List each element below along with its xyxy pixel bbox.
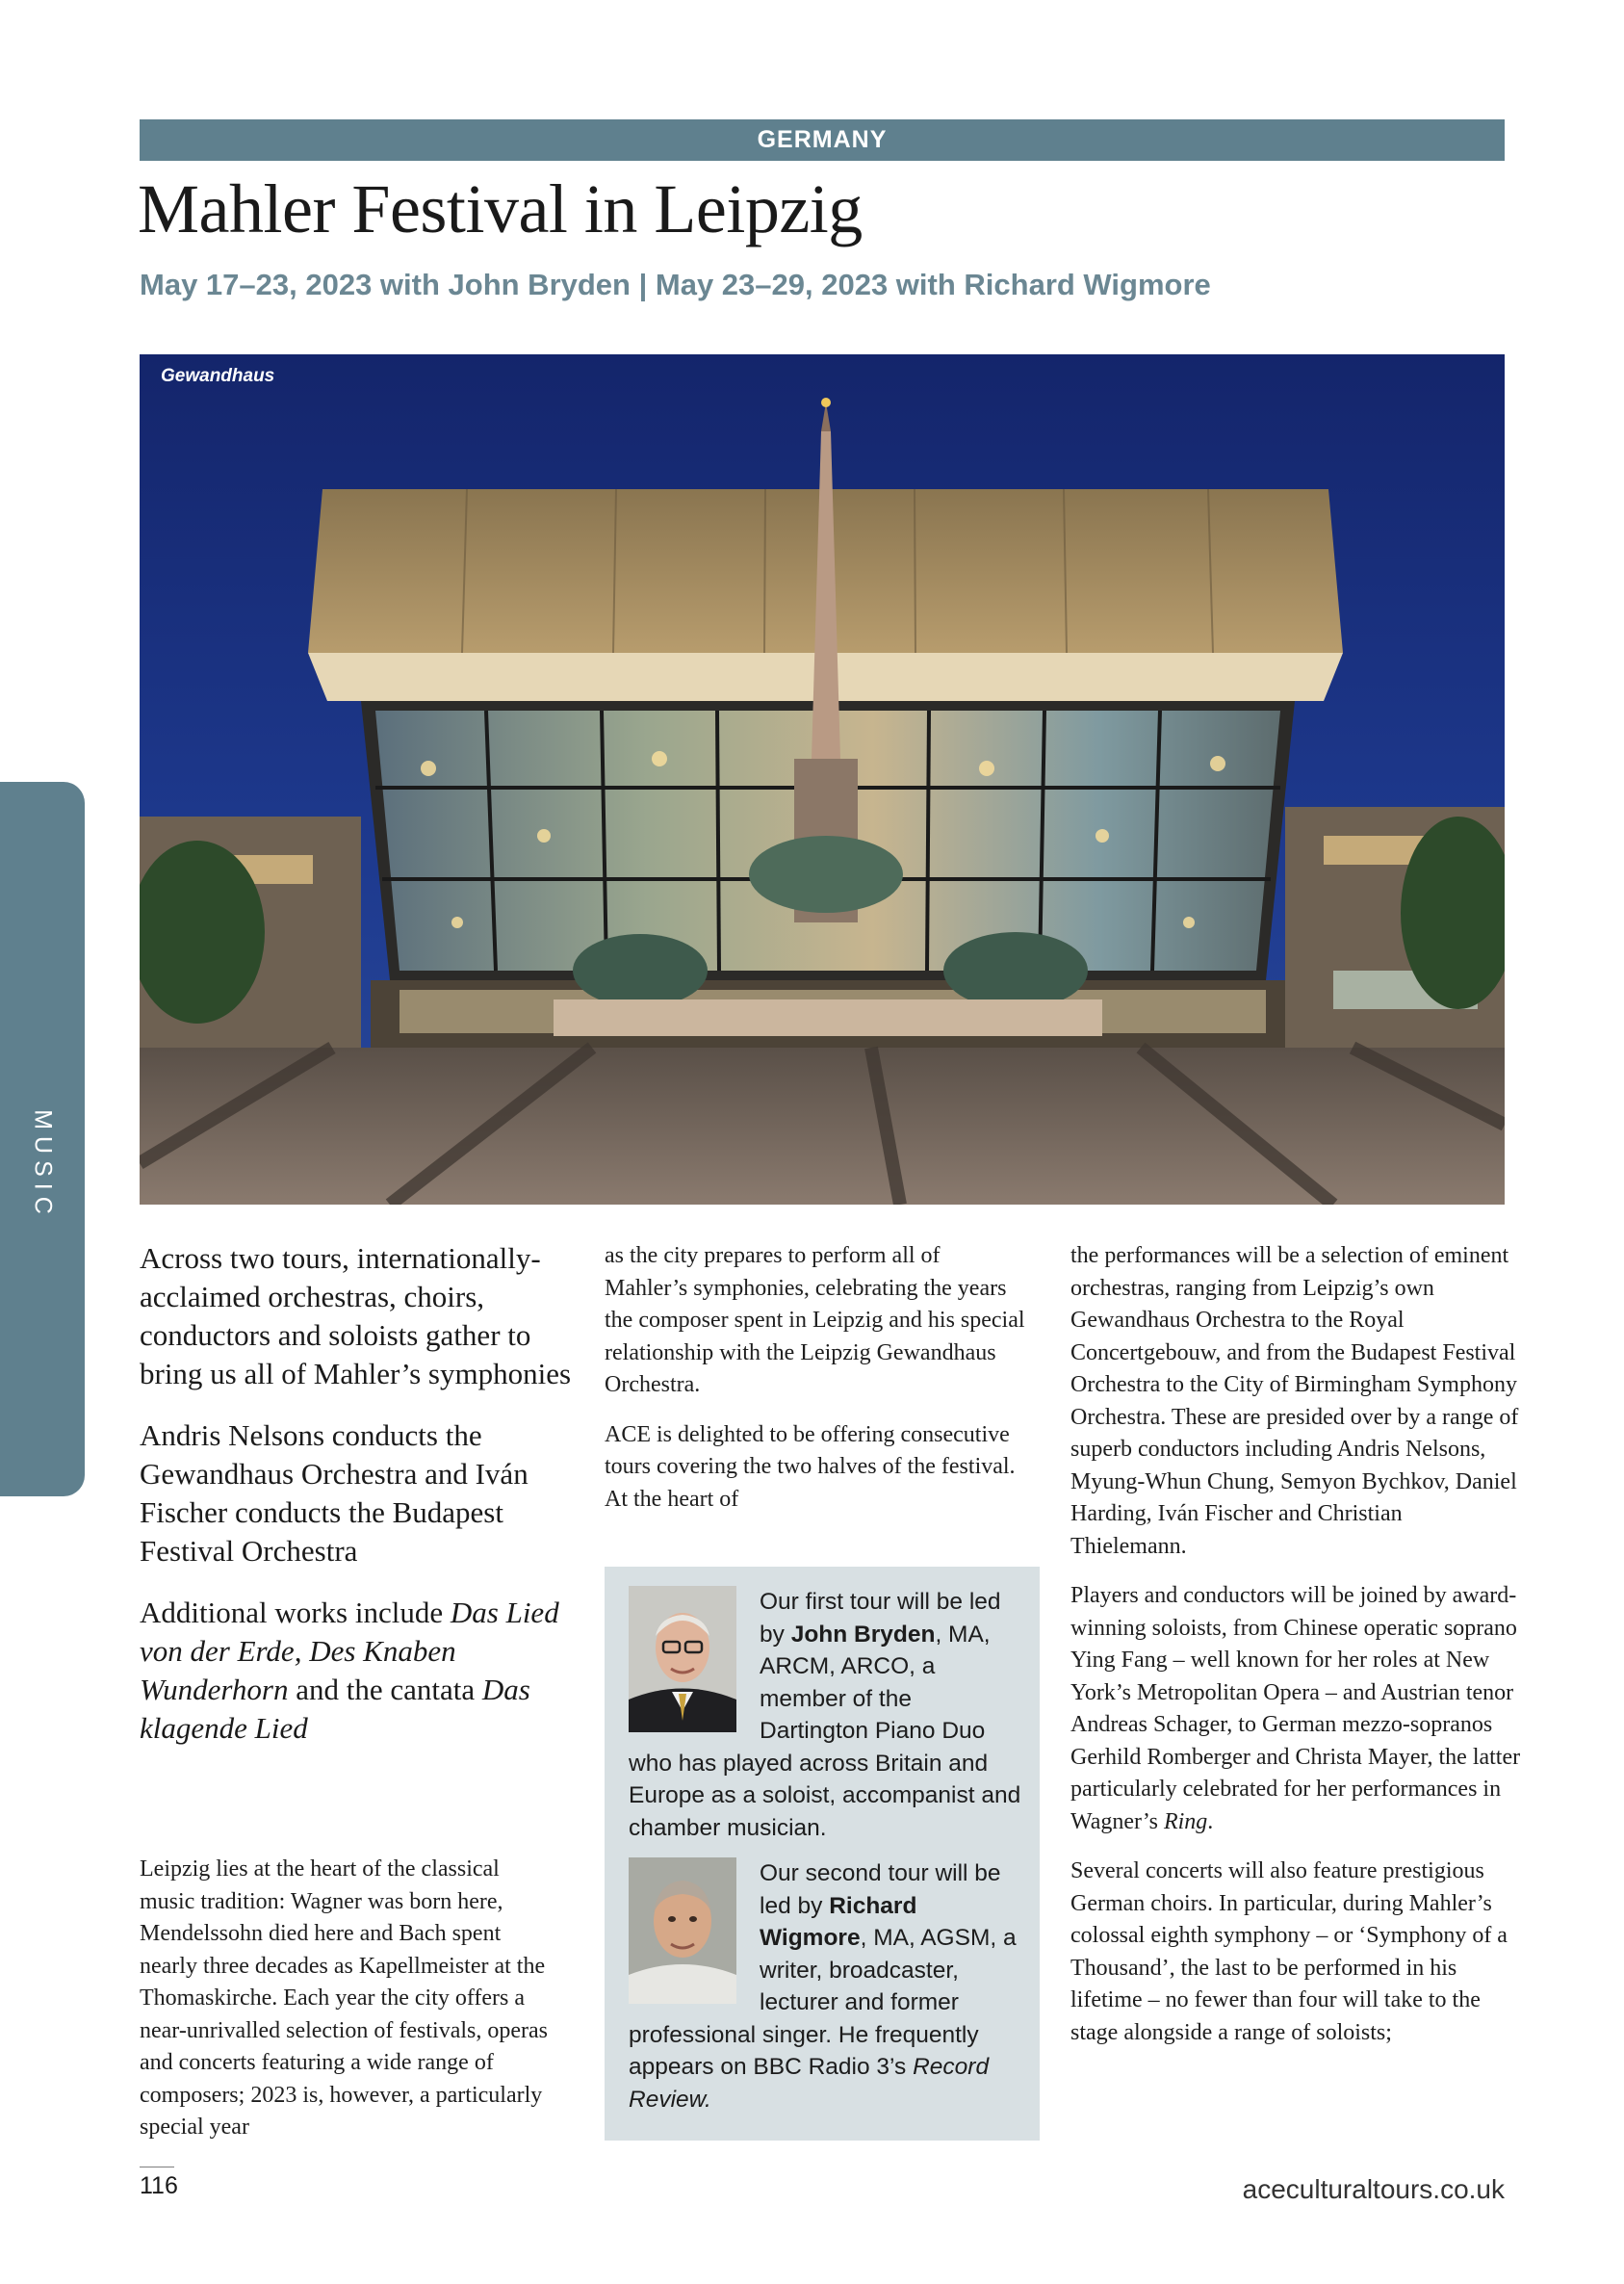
body-paragraph: Players and conductors will be joined by award-winning soloists, from Chinese operatic soprano Ying Fang – well known for her roles at New York’s Metropolitan Opera – and Austrian tenor Andreas Schager, to German mezzo-sopranos Gerhild Romberger and Christa Mayer, the latter particularly celebrated for her performances in Wagner’s Ring.: [1070, 1583, 1521, 1834]
intro-highlight-1: Across two tours, internationally-acclaimed orchestras, choirs, conductors and soloists gather to bring us all of Mahler’s symphonies: [140, 1241, 572, 1390]
hero-photo-gewandhaus: [140, 354, 1505, 1205]
body-paragraph: as the city prepares to perform all of Mahler’s symphonies, celebrating the years the composer spent in Leipzig and his special relationship with the Leipzig Gewandhaus Orchestra.: [605, 1243, 1025, 1397]
body-paragraph: the performances will be a selection of eminent orchestras, ranging from Leipzig’s own Gewandhaus Orchestra to the Royal Concertgebouw, and from the Budapest Festival Orchestra to the City of Birmingham Symphony Orchestra. These are presided over by a range of superb conductors including Andris Nelsons, Myung-Whun Chung, Semyon Bychkov, Daniel Harding, Iván Fischer and Christian Thielemann.: [1070, 1243, 1519, 1559]
page-title: Mahler Festival in Leipzig: [138, 170, 863, 247]
tour-leader-bio-richard-wigmore: Our second tour will be led by Richard Wigmore, MA, AGSM, a writer, broadcaster, lecturer and former professional singer. He frequently appears on BBC Radio 3’s Record Review.: [629, 1857, 1021, 2115]
body-paragraph: Several concerts will also feature prestigious German choirs. In particular, during Mahler’s colossal eighth symphony – or ‘Symphony of a Thousand’, the last to be performed in his lifetime – no fewer than four will take to the stage alongside a range of soloists;: [1070, 1858, 1508, 2045]
intro-highlights: [140, 1239, 578, 1771]
gewandhaus-illustration: [140, 354, 1505, 1205]
page-number: 116: [140, 2172, 178, 2199]
body-column-2: [605, 1240, 1028, 1533]
section-side-tab-label: MUSIC: [29, 1109, 57, 1221]
body-column-3: [1070, 1240, 1523, 2066]
body-paragraph: ACE is delighted to be offering consecutive tours covering the two halves of the festival. At the heart of: [605, 1421, 1016, 1512]
tour-leader-name: Richard Wigmore: [760, 1892, 917, 1951]
website-link[interactable]: aceculturaltours.co.uk: [1242, 2174, 1505, 2204]
body-paragraph: Leipzig lies at the heart of the classical music tradition: Wagner was born here, Mendelssohn died here and Bach spent nearly three decades as Kapellmeister at the Thomaskirche. Each year the city offers a near-unrivalled selection of festivals, operas and concerts featuring a wide range of composers; 2023 is, however, a particularly special year: [140, 1856, 549, 2140]
intro-highlight-3: Additional works include Das Lied von der Erde, Des Knaben Wunderhorn and the cantata Das klagende Lied: [140, 1596, 559, 1745]
john-bryden-portrait: [629, 1586, 736, 1732]
photo-caption: Gewandhaus: [161, 366, 275, 386]
tour-dates-subtitle: May 17–23, 2023 with John Bryden | May 23–29, 2023 with Richard Wigmore: [140, 268, 1211, 301]
tour-leaders-box: [605, 1567, 1040, 2141]
tour-leader-name: John Bryden: [790, 1621, 936, 1648]
richard-wigmore-portrait: [629, 1857, 736, 2004]
body-column-1: [140, 1854, 554, 2144]
intro-highlight-2: Andris Nelsons conducts the Gewandhaus Orchestra and Iván Fischer conducts the Budapest Festival Orchestra: [140, 1418, 528, 1568]
tour-leader-bio-john-bryden: Our first tour will be led by John Bryden, MA, ARCM, ARCO, a member of the Dartington Piano Duo who has played across Britain and Europe as a soloist, accompanist and chamber musician.: [629, 1586, 1021, 1844]
region-banner: GERMANY: [140, 119, 1505, 161]
